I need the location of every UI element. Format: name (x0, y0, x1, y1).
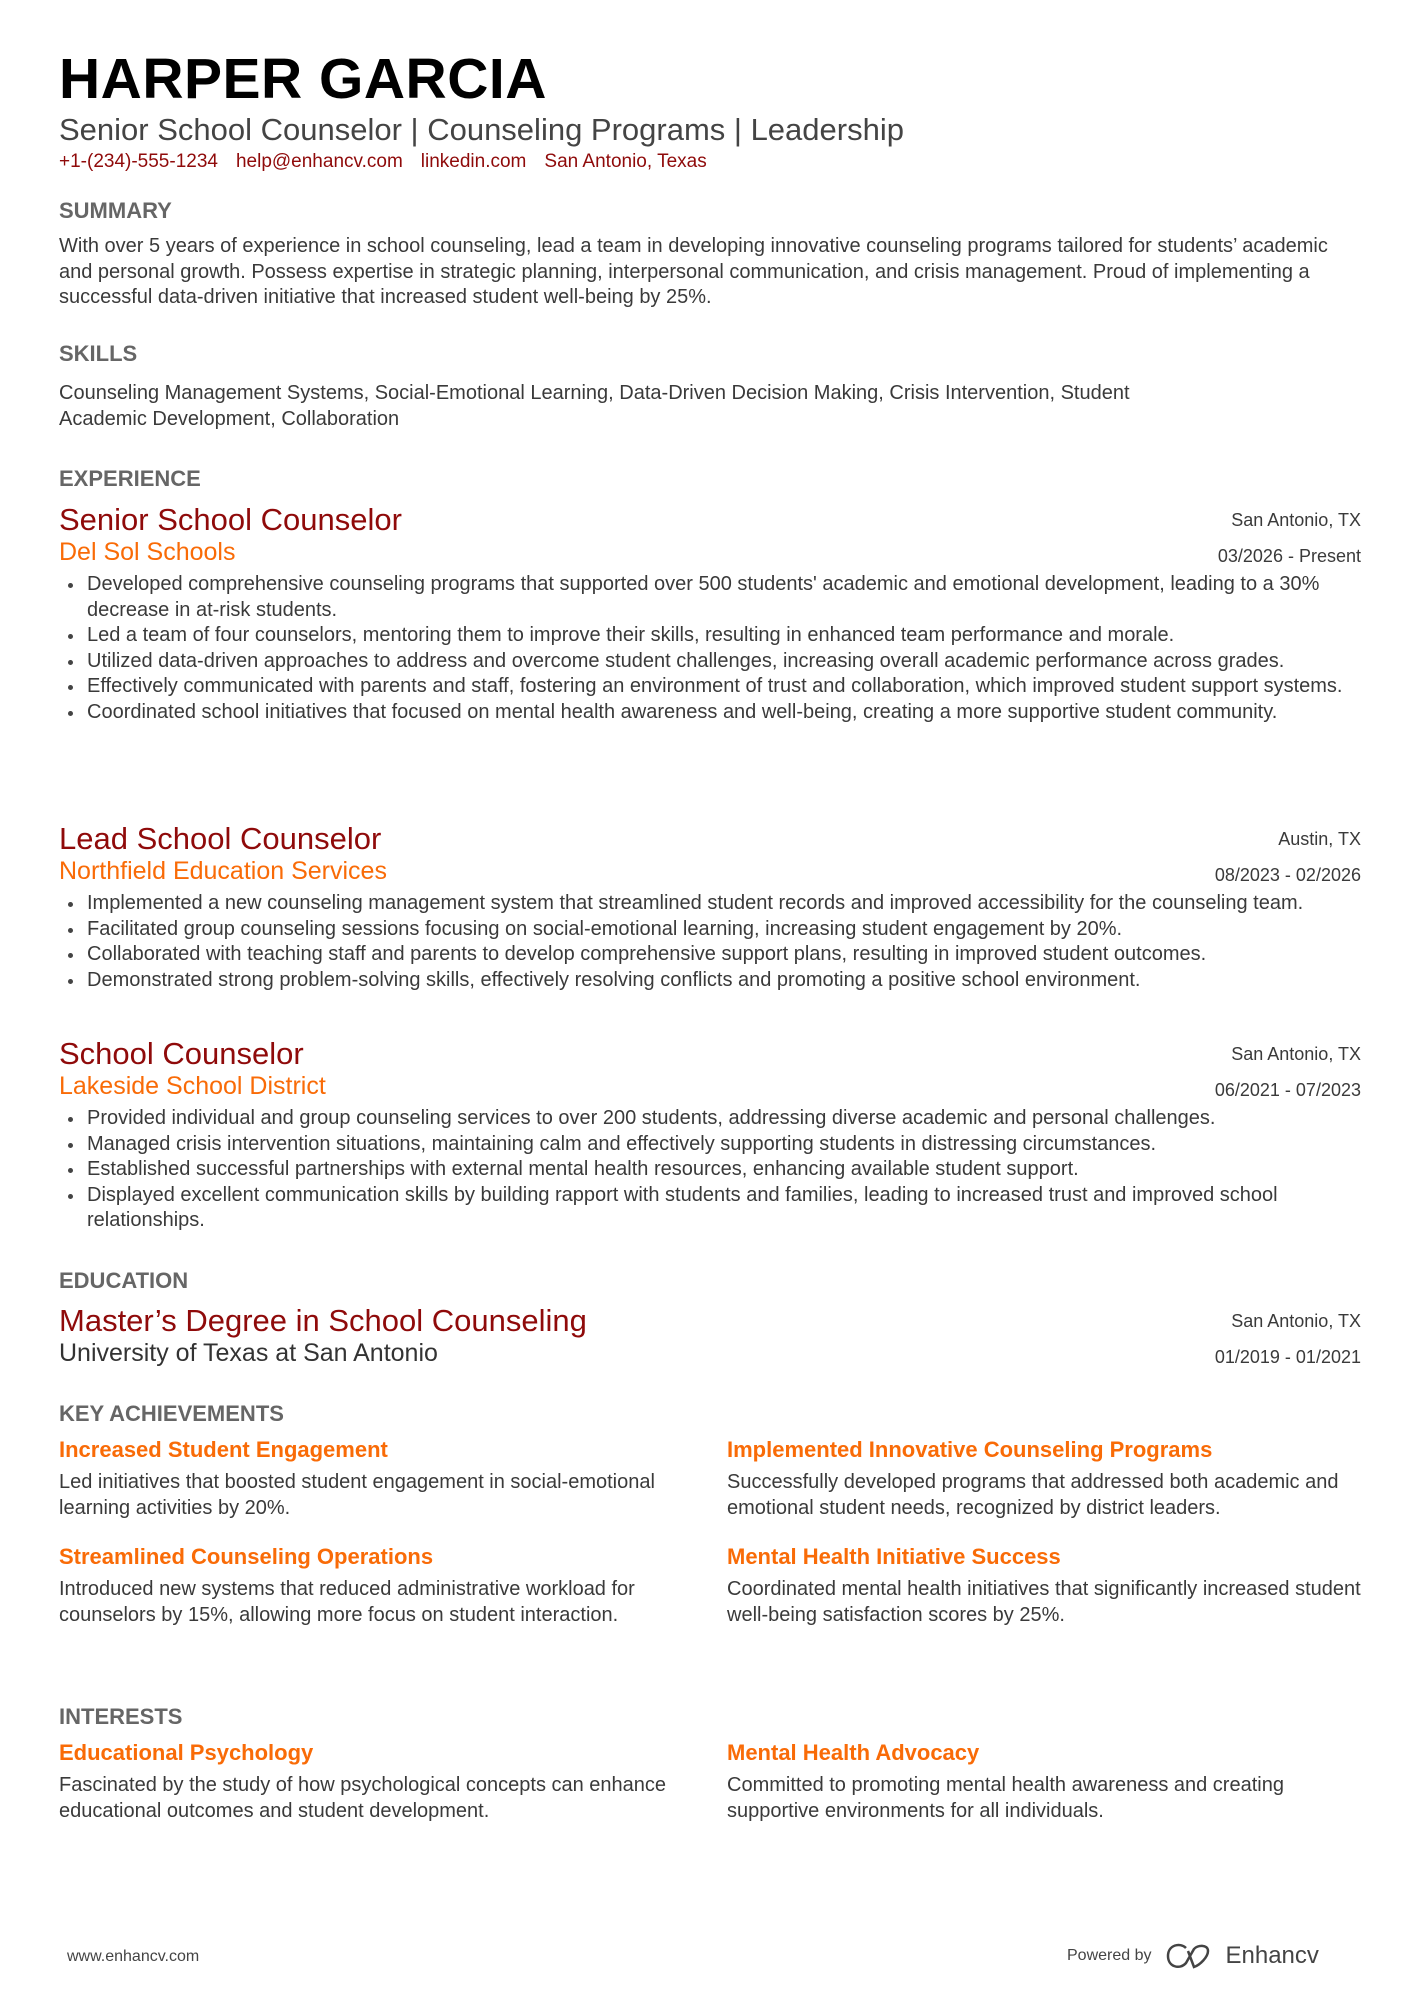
interest-text: Fascinated by the study of how psychological concepts can enhance educational outcomes and student development. (59, 1774, 667, 1822)
bullet: Coordinated school initiatives that focused on mental health awareness and well-being, creating a more supportive student community. (59, 700, 1361, 726)
job-meta (1215, 821, 1361, 893)
education-heading: EDUCATION (59, 1268, 189, 1293)
job-bullets (59, 572, 1361, 726)
company-name: Northfield Education Services (59, 857, 387, 885)
bullet: Utilized data-driven approaches to address and overcome student challenges, increasing overall academic performance across grades. (59, 649, 1361, 675)
achievements-grid (59, 1436, 1361, 1650)
interest-title: Educational Psychology (59, 1740, 314, 1765)
job-dates: 08/2023 - 02/2026 (1214, 865, 1361, 885)
interest-text: Committed to promoting mental health awareness and creating supportive environments for all individuals. (727, 1774, 1284, 1822)
summary-text: With over 5 years of experience in school counseling, lead a team in developing innovative counseling programs tailored for students’ academic and personal growth. Possess expertise in strategic planning, interpersonal communication, and crisis management. Proud of implementing a successful data-driven initiative that increased student well-being by 25%. (59, 235, 1328, 309)
job-title: Lead School Counselor (59, 821, 382, 856)
company-name: Del Sol Schools (59, 538, 236, 566)
enhancv-logo-icon (1166, 1943, 1212, 1969)
achievement-text: Successfully developed programs that addressed both academic and emotional student needs, recognized by district leaders. (727, 1471, 1339, 1519)
job-entry (59, 1036, 1361, 1234)
achievement-title: Streamlined Counseling Operations (59, 1544, 434, 1570)
job-meta (1218, 502, 1361, 574)
summary-heading: SUMMARY (59, 198, 172, 223)
education-dates: 01/2019 - 01/2021 (1214, 1347, 1361, 1367)
achievement-text: Introduced new systems that reduced administrative workload for counselors by 15%, allowing more focus on student interaction. (59, 1578, 635, 1626)
bullet: Facilitated group counseling sessions focusing on social-emotional learning, increasing student engagement by 20%. (59, 917, 1361, 943)
bullet: Demonstrated strong problem-solving skills, effectively resolving conflicts and promoting a positive school environment. (59, 968, 1361, 994)
bullet: Effectively communicated with parents and staff, fostering an environment of trust and collaboration, which improved student support systems. (59, 674, 1361, 700)
experience-heading: EXPERIENCE (59, 466, 201, 491)
job-bullets (59, 891, 1361, 993)
powered-by-label: Powered by (1067, 1947, 1152, 1964)
bullet: Implemented a new counseling management system that streamlined student records and improved accessibility for the counseling team. (59, 891, 1361, 917)
achievement-item (727, 1436, 1361, 1521)
achievement-item (727, 1543, 1361, 1628)
interest-item (727, 1739, 1361, 1824)
education-meta (1215, 1303, 1361, 1375)
education-location: San Antonio, TX (1231, 1311, 1361, 1331)
bullet: Collaborated with teaching staff and parents to develop comprehensive support plans, resulting in improved student outcomes. (59, 942, 1361, 968)
bullet: Led a team of four counselors, mentoring them to improve their skills, resulting in enhanced team performance and morale. (59, 623, 1361, 649)
job-location: Austin, TX (1278, 829, 1361, 849)
email-link[interactable]: help@enhancv.com (235, 151, 403, 172)
achievement-text: Coordinated mental health initiatives that significantly increased student well-being satisfaction scores by 25%. (727, 1578, 1361, 1626)
enhancv-brand: Enhancv (1225, 1942, 1319, 1969)
bullet: Developed comprehensive counseling programs that supported over 500 students' academic and emotional development, leading to a 30% decrease in at-risk students. (59, 572, 1361, 623)
interests-grid (59, 1739, 1361, 1846)
location: San Antonio, Texas (544, 151, 707, 172)
job-bullets (59, 1106, 1361, 1234)
job-meta (1215, 1036, 1361, 1108)
job-entry (59, 821, 1361, 993)
achievement-item (59, 1543, 727, 1628)
job-location: San Antonio, TX (1231, 1044, 1361, 1064)
bullet: Established successful partnerships with external mental health resources, enhancing available student support. (59, 1157, 1361, 1183)
achievement-title: Implemented Innovative Counseling Programs (727, 1437, 1213, 1462)
job-title: School Counselor (59, 1036, 304, 1071)
job-entry (59, 502, 1361, 726)
bullet: Provided individual and group counseling services to over 200 students, addressing diverse academic and personal challenges. (59, 1106, 1361, 1132)
achievements-heading: KEY ACHIEVEMENTS (59, 1401, 284, 1426)
contact-info (59, 151, 725, 173)
achievement-title: Increased Student Engagement (59, 1437, 388, 1462)
job-location: San Antonio, TX (1231, 510, 1361, 530)
school-name: University of Texas at San Antonio (59, 1339, 438, 1367)
skills-text: Counseling Management Systems, Social-Emotional Learning, Data-Driven Decision Making, Crisis Intervention, Student Academic Development, Collaboration (59, 382, 1130, 430)
job-title: Senior School Counselor (59, 502, 402, 537)
job-dates: 06/2021 - 07/2023 (1214, 1080, 1361, 1100)
powered-by (1067, 1942, 1319, 1970)
company-name: Lakeside School District (59, 1072, 326, 1100)
interests-heading: INTERESTS (59, 1704, 183, 1729)
education-entry (59, 1303, 1361, 1369)
skills-heading: SKILLS (59, 341, 138, 366)
degree: Master’s Degree in School Counseling (59, 1303, 587, 1338)
bullet: Displayed excellent communication skills by building rapport with students and families, leading to increased trust and improved school relationships. (59, 1183, 1361, 1234)
interest-title: Mental Health Advocacy (727, 1740, 980, 1765)
interest-item (59, 1739, 727, 1824)
footer-website[interactable]: www.enhancv.com (67, 1948, 200, 1965)
achievement-title: Mental Health Initiative Success (727, 1544, 1061, 1570)
achievement-item (59, 1436, 727, 1521)
candidate-name: HARPER GARCIA (59, 47, 547, 111)
job-dates: 03/2026 - Present (1217, 546, 1361, 566)
candidate-title: Senior School Counselor | Counseling Programs | Leadership (59, 112, 904, 147)
bullet: Managed crisis intervention situations, maintaining calm and effectively supporting students in distressing circumstances. (59, 1132, 1361, 1158)
achievement-text: Led initiatives that boosted student engagement in social-emotional learning activities by 20%. (59, 1471, 655, 1519)
linkedin-link[interactable]: linkedin.com (420, 151, 527, 172)
phone-link[interactable]: +1-(234)-555-1234 (59, 151, 218, 172)
